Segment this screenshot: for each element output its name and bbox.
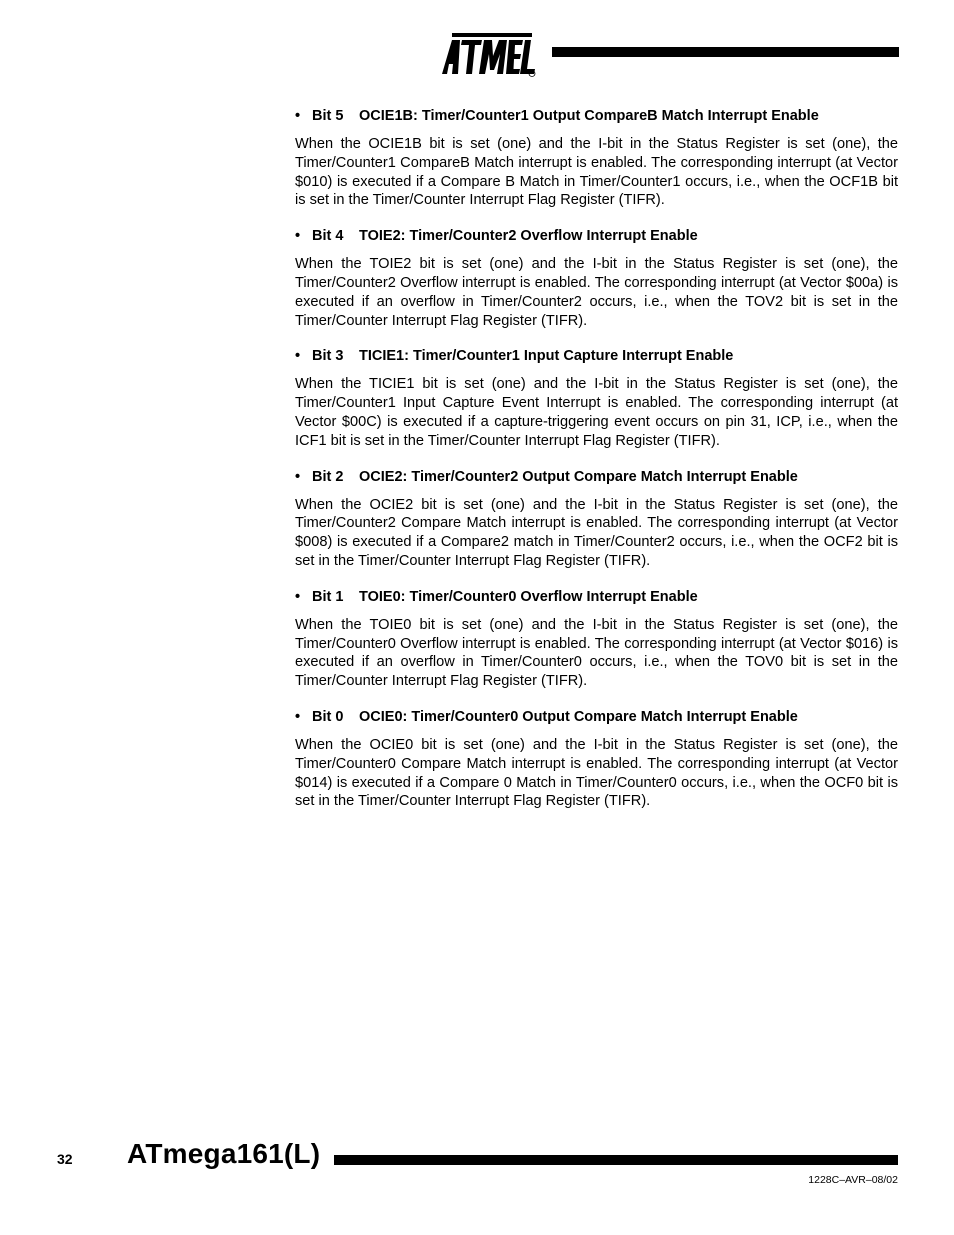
bit-description: When the OCIE2 bit is set (one) and the I-bit in the Status Register is set (one), the Timer/Counter2 Compare Match interrupt is enabled. The corresponding interrupt (at Vector $008) is executed if a Compare2 match in Timer/Counter2 occurs, i.e., when the OCF2 bit is set in the Timer/Counter Interrupt Flag Register (TIFR). [295, 496, 898, 569]
atmel-logo-graphic [438, 28, 538, 78]
bullet: • [295, 108, 301, 124]
bit-number: Bit 5 [312, 108, 344, 124]
bit-title: OCIE2: Timer/Counter2 Output Compare Match Interrupt Enable [359, 468, 798, 485]
bit-number: Bit 1 [312, 588, 344, 605]
bit-heading [295, 708, 898, 726]
bit-heading [295, 347, 898, 365]
bullet: • [295, 588, 301, 605]
bullet: • [295, 708, 301, 725]
bit-section-1 [295, 588, 898, 691]
bullet: • [295, 228, 301, 245]
header-rule [552, 47, 899, 57]
document-code: 1228C–AVR–08/02 [808, 1174, 898, 1186]
register-bit-descriptions [295, 107, 898, 828]
bit-title: TOIE2: Timer/Counter2 Overflow Interrupt Enable [359, 228, 698, 245]
bit-number: Bit 2 [312, 468, 344, 485]
atmel-logo [438, 28, 538, 78]
bit-heading [295, 227, 898, 245]
bit-heading [295, 468, 898, 486]
bit-description: When the OCIE0 bit is set (one) and the I-bit in the Status Register is set (one), the Timer/Counter0 Compare Match interrupt is enabled. The corresponding interrupt (at Vector $014) is executed if a Compare 0 Match in Timer/Counter0 occurs, i.e., when the OCF0 bit is set in the Timer/Counter Interrupt Flag Register (TIFR). [295, 736, 898, 810]
bit-section-3 [295, 347, 898, 450]
bit-number: Bit 0 [312, 708, 344, 725]
bit-title: OCIE1B: Timer/Counter1 Output CompareB Match Interrupt Enable [359, 108, 819, 124]
bit-description: When the OCIE1B bit is set (one) and the I-bit in the Status Register is set (one), the Timer/Counter1 CompareB Match interrupt is enabled. The corresponding interrupt (at Vector $010) is executed if a Compare B Match in Timer/Counter1 occurs, i.e., when the OCF1B bit is set in the Timer/Counter Interrupt Flag Register (TIFR). [295, 136, 898, 209]
document-title: ATmega161(L) [127, 1138, 321, 1169]
page-number: 32 [57, 1151, 73, 1167]
bullet: • [295, 468, 301, 485]
footer-rule [334, 1155, 898, 1165]
bit-title: OCIE0: Timer/Counter0 Output Compare Match Interrupt Enable [359, 708, 798, 725]
bit-section-2 [295, 468, 898, 571]
bit-number: Bit 4 [312, 228, 344, 245]
bullet: • [295, 348, 301, 365]
bit-section-5 [295, 107, 898, 210]
bit-description: When the TOIE2 bit is set (one) and the I-bit in the Status Register is set (one), the Timer/Counter2 Overflow interrupt is enabled. The corresponding interrupt (at Vector $00a) is executed if an overflow in Timer/Counter2 occurs, i.e., when the TOV2 bit is set in the Timer/Counter Interrupt Flag Register (TIFR). [295, 256, 898, 329]
bit-number: Bit 3 [312, 348, 344, 365]
bit-heading [295, 588, 898, 606]
bit-description: When the TICIE1 bit is set (one) and the I-bit in the Status Register is set (one), the Timer/Counter1 Input Capture Event Interrupt is enabled. The corresponding interrupt (at Vector $00C) is executed if a capture-triggering event occurs on pin 31, ICP, i.e., when the ICF1 bit is set in the Timer/Counter Interrupt Flag Register (TIFR). [295, 376, 898, 449]
bit-section-4 [295, 227, 898, 330]
bit-title: TOIE0: Timer/Counter0 Overflow Interrupt Enable [359, 588, 698, 605]
bit-description: When the TOIE0 bit is set (one) and the I-bit in the Status Register is set (one), the Timer/Counter0 Overflow interrupt is enabled. The corresponding interrupt (at Vector $016) is executed if an overflow in Timer/Counter0 occurs, i.e., when the TOV0 bit is set in the Timer/Counter Interrupt Flag Register (TIFR). [295, 616, 898, 690]
bit-title: TICIE1: Timer/Counter1 Input Capture Interrupt Enable [359, 348, 734, 365]
bit-section-0 [295, 708, 898, 811]
bit-heading [295, 107, 898, 125]
